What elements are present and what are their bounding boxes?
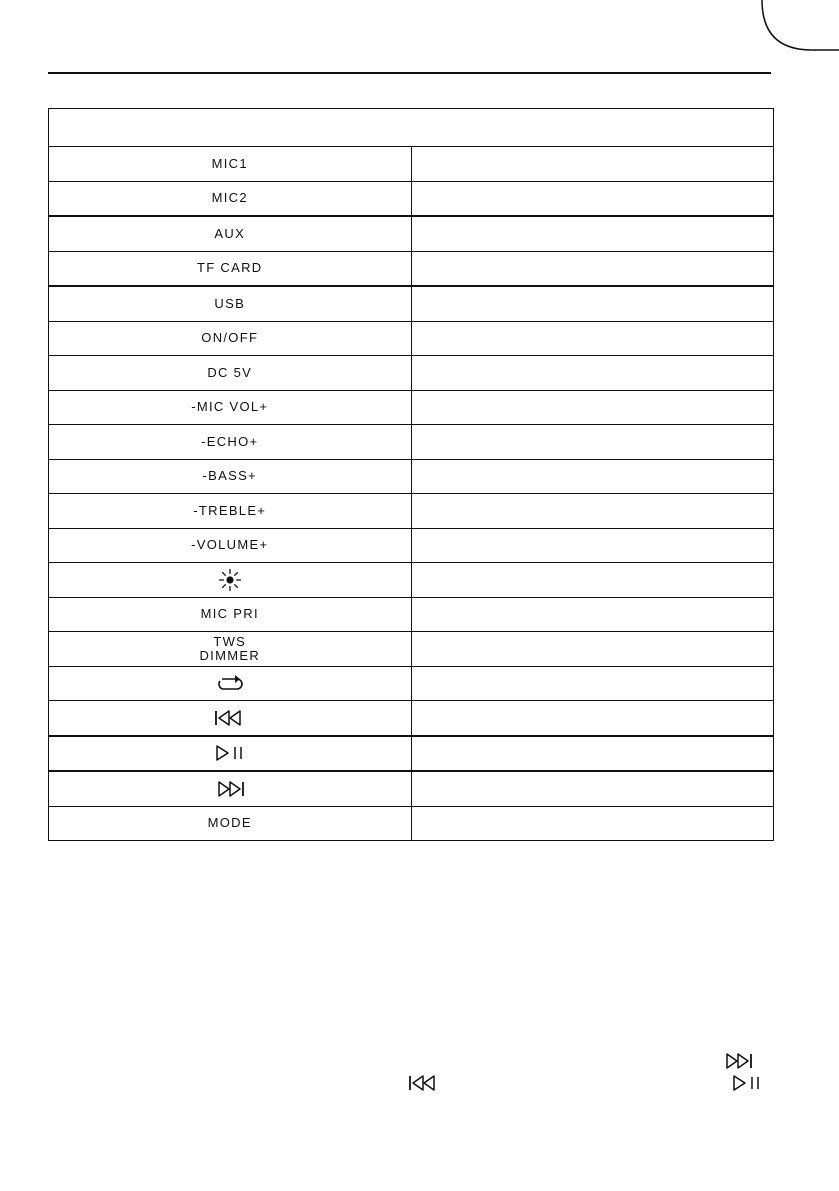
table-row (49, 563, 774, 598)
row-description (411, 425, 774, 460)
row-description (411, 701, 774, 736)
row-label: TWS (213, 633, 247, 649)
row-description (411, 736, 774, 772)
table-row (49, 701, 774, 736)
table-row (49, 632, 774, 667)
table-row (49, 216, 774, 251)
previous-track-icon (214, 709, 246, 727)
table-header-cell (49, 109, 774, 147)
row-description (411, 216, 774, 251)
row-label-icon (49, 563, 412, 598)
table-row (49, 251, 774, 286)
row-label: MIC2 (49, 181, 412, 216)
next-track-icon (722, 1052, 754, 1070)
table-row (49, 356, 774, 391)
row-description (411, 494, 774, 529)
row-label: TF CARD (49, 251, 412, 286)
row-description (411, 632, 774, 667)
row-label: MODE (49, 806, 412, 841)
table-row (49, 597, 774, 632)
row-description (411, 528, 774, 563)
table-row (49, 736, 774, 772)
table-row (49, 390, 774, 425)
table-row (49, 459, 774, 494)
play-pause-icon (214, 744, 246, 762)
row-description (411, 666, 774, 701)
row-description (411, 356, 774, 391)
row-description (411, 459, 774, 494)
table-row (49, 286, 774, 321)
row-label-second-line: DIMMER (199, 647, 261, 663)
row-description (411, 563, 774, 598)
table-row (49, 425, 774, 460)
row-label: -MIC VOL+ (49, 390, 412, 425)
table-row (49, 806, 774, 841)
row-label-icon (49, 666, 412, 701)
row-label: -TREBLE+ (49, 494, 412, 529)
row-label: MIC1 (49, 147, 412, 182)
controls-table (48, 108, 774, 841)
row-label: ON/OFF (49, 321, 412, 356)
table-header-row (49, 109, 774, 147)
play-pause-icon (731, 1074, 763, 1092)
row-label: -BASS+ (49, 459, 412, 494)
row-description (411, 806, 774, 841)
row-label: -VOLUME+ (49, 528, 412, 563)
row-label: -ECHO+ (49, 425, 412, 460)
next-track-icon (214, 780, 246, 798)
row-label-icon (49, 736, 412, 772)
table-row (49, 528, 774, 563)
row-description (411, 147, 774, 182)
row-description (411, 597, 774, 632)
row-label-icon (49, 771, 412, 806)
row-description (411, 321, 774, 356)
table-row (49, 147, 774, 182)
row-label-icon (49, 701, 412, 736)
row-label: USB (49, 286, 412, 321)
row-description (411, 771, 774, 806)
table-row (49, 666, 774, 701)
table-row (49, 181, 774, 216)
row-description (411, 251, 774, 286)
table-row (49, 494, 774, 529)
table-row (49, 771, 774, 806)
repeat-icon (215, 673, 245, 693)
row-description (411, 181, 774, 216)
row-label: AUX (49, 216, 412, 251)
table-row (49, 321, 774, 356)
row-label: DC 5V (49, 356, 412, 391)
row-label-stack (49, 632, 412, 667)
row-description (411, 286, 774, 321)
header-rule (48, 72, 771, 74)
page-corner-curve (0, 0, 839, 60)
row-description (411, 390, 774, 425)
light-icon (218, 568, 242, 592)
row-label: MIC PRI (49, 597, 412, 632)
previous-track-icon (408, 1074, 440, 1092)
